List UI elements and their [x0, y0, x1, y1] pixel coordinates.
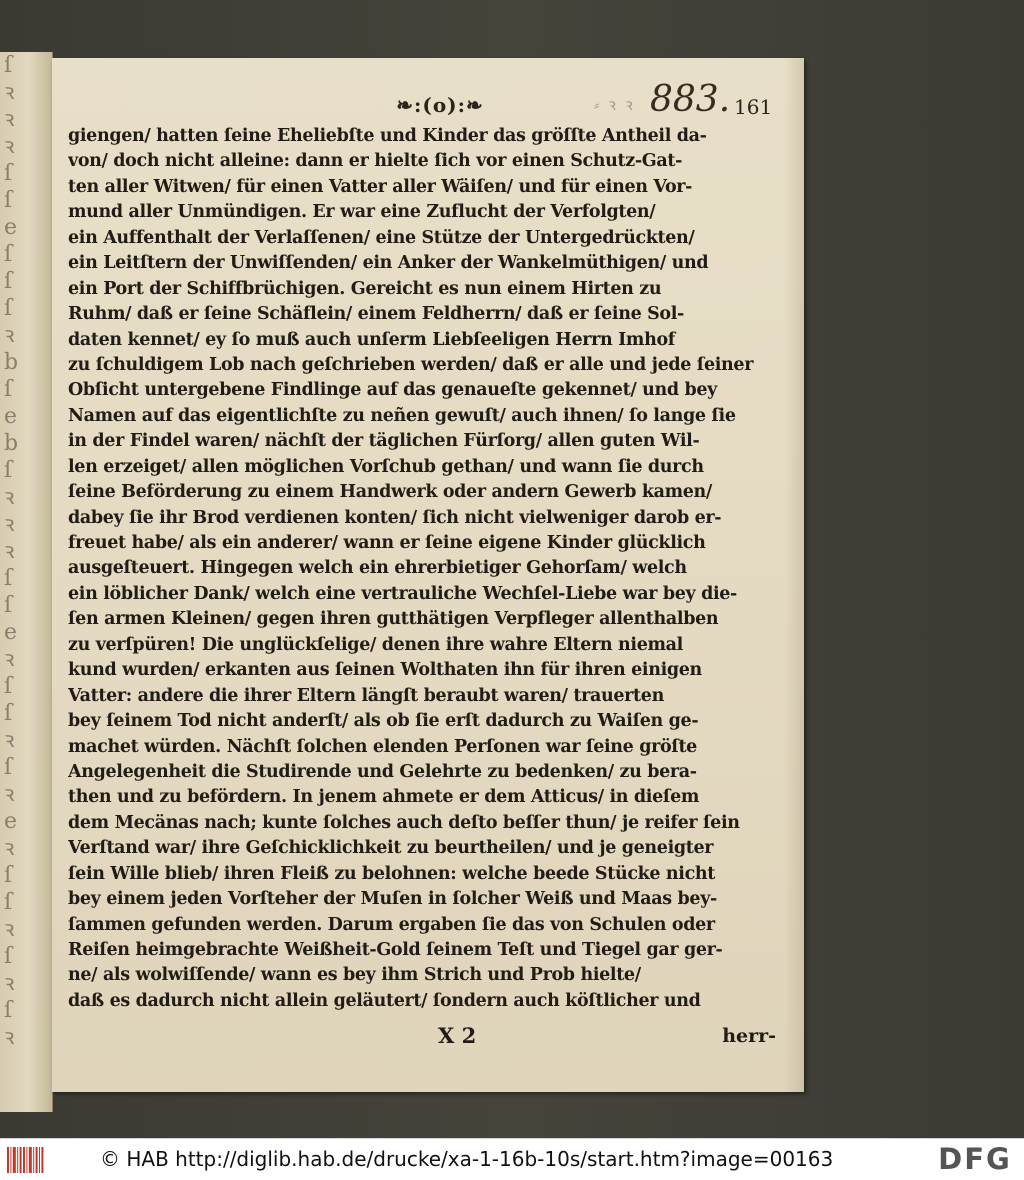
adjacent-page-glyph: ꝛ — [4, 134, 15, 159]
barcode-bar — [41, 1147, 43, 1173]
adjacent-page-glyph: ꝛ — [4, 1025, 15, 1050]
text-line: ein Auffenthalt der Verlaſſenen/ eine Stütze der Untergedrückten/ — [68, 227, 695, 248]
adjacent-page-glyph: ſ — [4, 458, 13, 483]
text-line: ein löblicher Dank/ welch eine vertrauliche Wechſel-Liebe war bey die- — [68, 583, 737, 604]
text-line: von/ doch nicht alleine: dann er hielte ſich vor einen Schutz-Gat- — [68, 151, 683, 172]
running-head-ornament: ❧:(o):❧ — [396, 93, 484, 117]
adjacent-page-glyph: ꝛ — [4, 539, 15, 564]
barcode-bar — [20, 1147, 22, 1173]
adjacent-page-glyph: ſ — [4, 269, 13, 294]
adjacent-page-glyph: e — [4, 404, 18, 429]
copyright-link[interactable]: © HAB http://diglib.hab.de/drucke/xa-1-16b-10s/start.htm?image=00163 — [100, 1147, 834, 1171]
adjacent-page-glyph: ſ — [4, 296, 13, 321]
viewer-footer — [0, 1138, 1024, 1180]
barcode-bar — [13, 1147, 16, 1173]
text-line: kund wurden/ erkanten aus ſeinen Wolthaten ihn für ihren einigen — [68, 660, 702, 681]
adjacent-page-glyph: ſ — [4, 161, 13, 186]
adjacent-page-glyph: ſ — [4, 890, 13, 915]
barcode-icon — [6, 1145, 48, 1175]
barcode-bar — [23, 1147, 25, 1173]
adjacent-page-glyph: ſ — [4, 377, 13, 402]
adjacent-page-glyph: ꝛ — [4, 80, 15, 105]
adjacent-page-edge — [0, 52, 53, 1112]
adjacent-page-glyph: ꝛ — [4, 782, 15, 807]
text-line: ne/ als wolwiſſende/ wann es bey ihm Strich und Prob hielte/ — [68, 965, 641, 986]
adjacent-page-glyph: ſ — [4, 593, 13, 618]
adjacent-page-glyph: ſ — [4, 863, 13, 888]
adjacent-page-glyph: ꝛ — [4, 917, 15, 942]
text-line: ausgeſteuert. Hingegen welch ein ehrerbietiger Gehorſam/ welch — [68, 558, 687, 579]
faint-folio-marks: ⸗ ꝛ ꝛ — [594, 95, 635, 114]
text-line: Namen auf das eigentlichſte zu neñen gewuſt/ auch ihnen/ ſo lange ſie — [68, 405, 736, 426]
barcode-bar — [10, 1147, 11, 1173]
adjacent-page-glyph: b — [4, 431, 19, 456]
handwritten-folio-number: 883. — [650, 79, 731, 120]
catchword: herr- — [722, 1025, 776, 1047]
adjacent-page-glyph: e — [4, 809, 18, 834]
text-line: freuet habe/ als ein anderer/ wann er ſeine eigene Kinder glücklich — [68, 533, 706, 553]
adjacent-page-glyph: ꝛ — [4, 107, 15, 132]
text-line: ein Port der Schiffbrüchigen. Gereicht es nun einem Hirten zu — [68, 278, 662, 299]
text-line: Ruhm/ daß er ſeine Schäflein/ einem Feldherrn/ daß er ſeine Sol- — [68, 304, 684, 325]
adjacent-page-glyph: ſ — [4, 998, 13, 1023]
text-line: Vatter: andere die ihrer Eltern längſt beraubt waren/ trauerten — [68, 685, 664, 706]
text-line: Obſicht untergebene Findlinge auf das genaueſte gekennet/ und bey — [68, 380, 717, 401]
signature-mark: X 2 — [438, 1023, 477, 1048]
text-line: machet würden. Nächſt ſolchen elenden Perſonen war ſeine gröſte — [68, 736, 697, 757]
adjacent-page-glyph: ꝛ — [4, 836, 15, 861]
text-line: zu ſchuldigem Lob nach geſchrieben werden/ daß er alle und jede ſeiner — [68, 354, 754, 375]
adjacent-page-glyph: ſ — [4, 674, 13, 699]
adjacent-page-glyph: ſ — [4, 188, 13, 213]
adjacent-page-glyph: ſ — [4, 701, 13, 726]
text-line: ſen armen Kleinen/ gegen ihren gutthätigen Verpfleger allenthalben — [68, 609, 719, 630]
text-line: ein Leitſtern der Unwiſſenden/ ein Anker der Wankelmüthigen/ und — [68, 253, 709, 274]
adjacent-page-glyph: ꝛ — [4, 323, 15, 348]
adjacent-page-glyph: e — [4, 215, 18, 240]
text-line: Reiſen heimgebrachte Weißheit-Gold ſeinem Teſt und Tiegel gar ger- — [68, 940, 723, 960]
dfg-logo[interactable]: DFG — [938, 1142, 1012, 1176]
barcode-bar — [7, 1147, 9, 1173]
text-line: daß es dadurch nicht allein geläutert/ ſondern auch köſtlicher und — [68, 990, 701, 1011]
text-line: ſammen gefunden werden. Darum ergaben ſie das von Schulen oder — [68, 914, 715, 935]
printed-page-number: 161 — [734, 95, 773, 119]
adjacent-page-glyph: ꝛ — [4, 647, 15, 672]
barcode-bar — [33, 1147, 34, 1173]
text-line: mund aller Unmündigen. Er war eine Zuflucht der Verfolgten/ — [68, 202, 656, 223]
text-line: Angelegenheit die Studirende und Gelehrte zu bedenken/ zu bera- — [68, 761, 697, 782]
barcode-bar — [36, 1147, 38, 1173]
text-line: then und zu befördern. In jenem ahmete er dem Atticus/ in dieſem — [68, 787, 700, 808]
barcode-bar — [17, 1147, 18, 1173]
text-line: ten aller Witwen/ für einen Vatter aller Wäiſen/ und für einen Vor- — [68, 176, 693, 197]
barcode-bar — [39, 1147, 40, 1173]
text-line: zu verſpüren! Die unglückſelige/ denen ihre wahre Eltern niemal — [68, 634, 683, 655]
text-line: Verſtand war/ ihre Geſchicklichkeit zu beurtheilen/ und je geneigter — [68, 838, 714, 859]
adjacent-page-glyph: ꝛ — [4, 971, 15, 996]
adjacent-page-glyph: ꝛ — [4, 485, 15, 510]
document-page — [52, 58, 804, 1092]
text-line: ſeine Beförderung zu einem Handwerk oder andern Gewerb kamen/ — [68, 482, 712, 503]
body-text — [68, 124, 768, 1014]
barcode-bar — [26, 1147, 27, 1173]
text-line: in der Findel waren/ nächſt der täglichen Fürſorg/ allen guten Wil- — [68, 431, 700, 452]
text-line: len erzeiget/ allen möglichen Vorſchub gethan/ und wann ſie durch — [68, 456, 704, 477]
adjacent-page-glyph: ſ — [4, 566, 13, 591]
text-line: dabey ſie ihr Brod verdienen konten/ ſich nicht vielweniger darob er- — [68, 507, 722, 528]
text-line: daten kennet/ ey ſo muß auch unſerm Liebſeeligen Herrn Imhof — [68, 329, 675, 350]
adjacent-page-glyph: e — [4, 620, 18, 645]
barcode-bar — [29, 1147, 32, 1173]
text-line: bey ſeinem Tod nicht anderſt/ als ob ſie erſt dadurch zu Waiſen ge- — [68, 711, 699, 732]
adjacent-page-glyph: ꝛ — [4, 728, 15, 753]
adjacent-page-glyph: ſ — [4, 242, 13, 267]
adjacent-page-glyph: ſ — [4, 755, 13, 780]
text-line: bey einem jeden Vorſteher der Muſen in ſolcher Weiß und Maas bey- — [68, 889, 717, 910]
adjacent-page-glyph: b — [4, 350, 19, 375]
text-line: giengen/ hatten ſeine Eheliebſte und Kinder das gröſſte Antheil da- — [68, 126, 707, 146]
adjacent-page-glyph: ꝛ — [4, 512, 15, 537]
hab-barcode-logo-icon[interactable] — [6, 1145, 48, 1175]
text-line: dem Mecänas nach; kunte ſolches auch deſto beſſer thun/ je reifer ſein — [68, 812, 740, 833]
adjacent-page-glyph: ſ — [4, 53, 13, 78]
adjacent-page-glyph: ſ — [4, 944, 13, 969]
text-line: ſein Wille blieb/ ihren Fleiß zu belohnen: welche beede Stücke nicht — [68, 863, 716, 884]
